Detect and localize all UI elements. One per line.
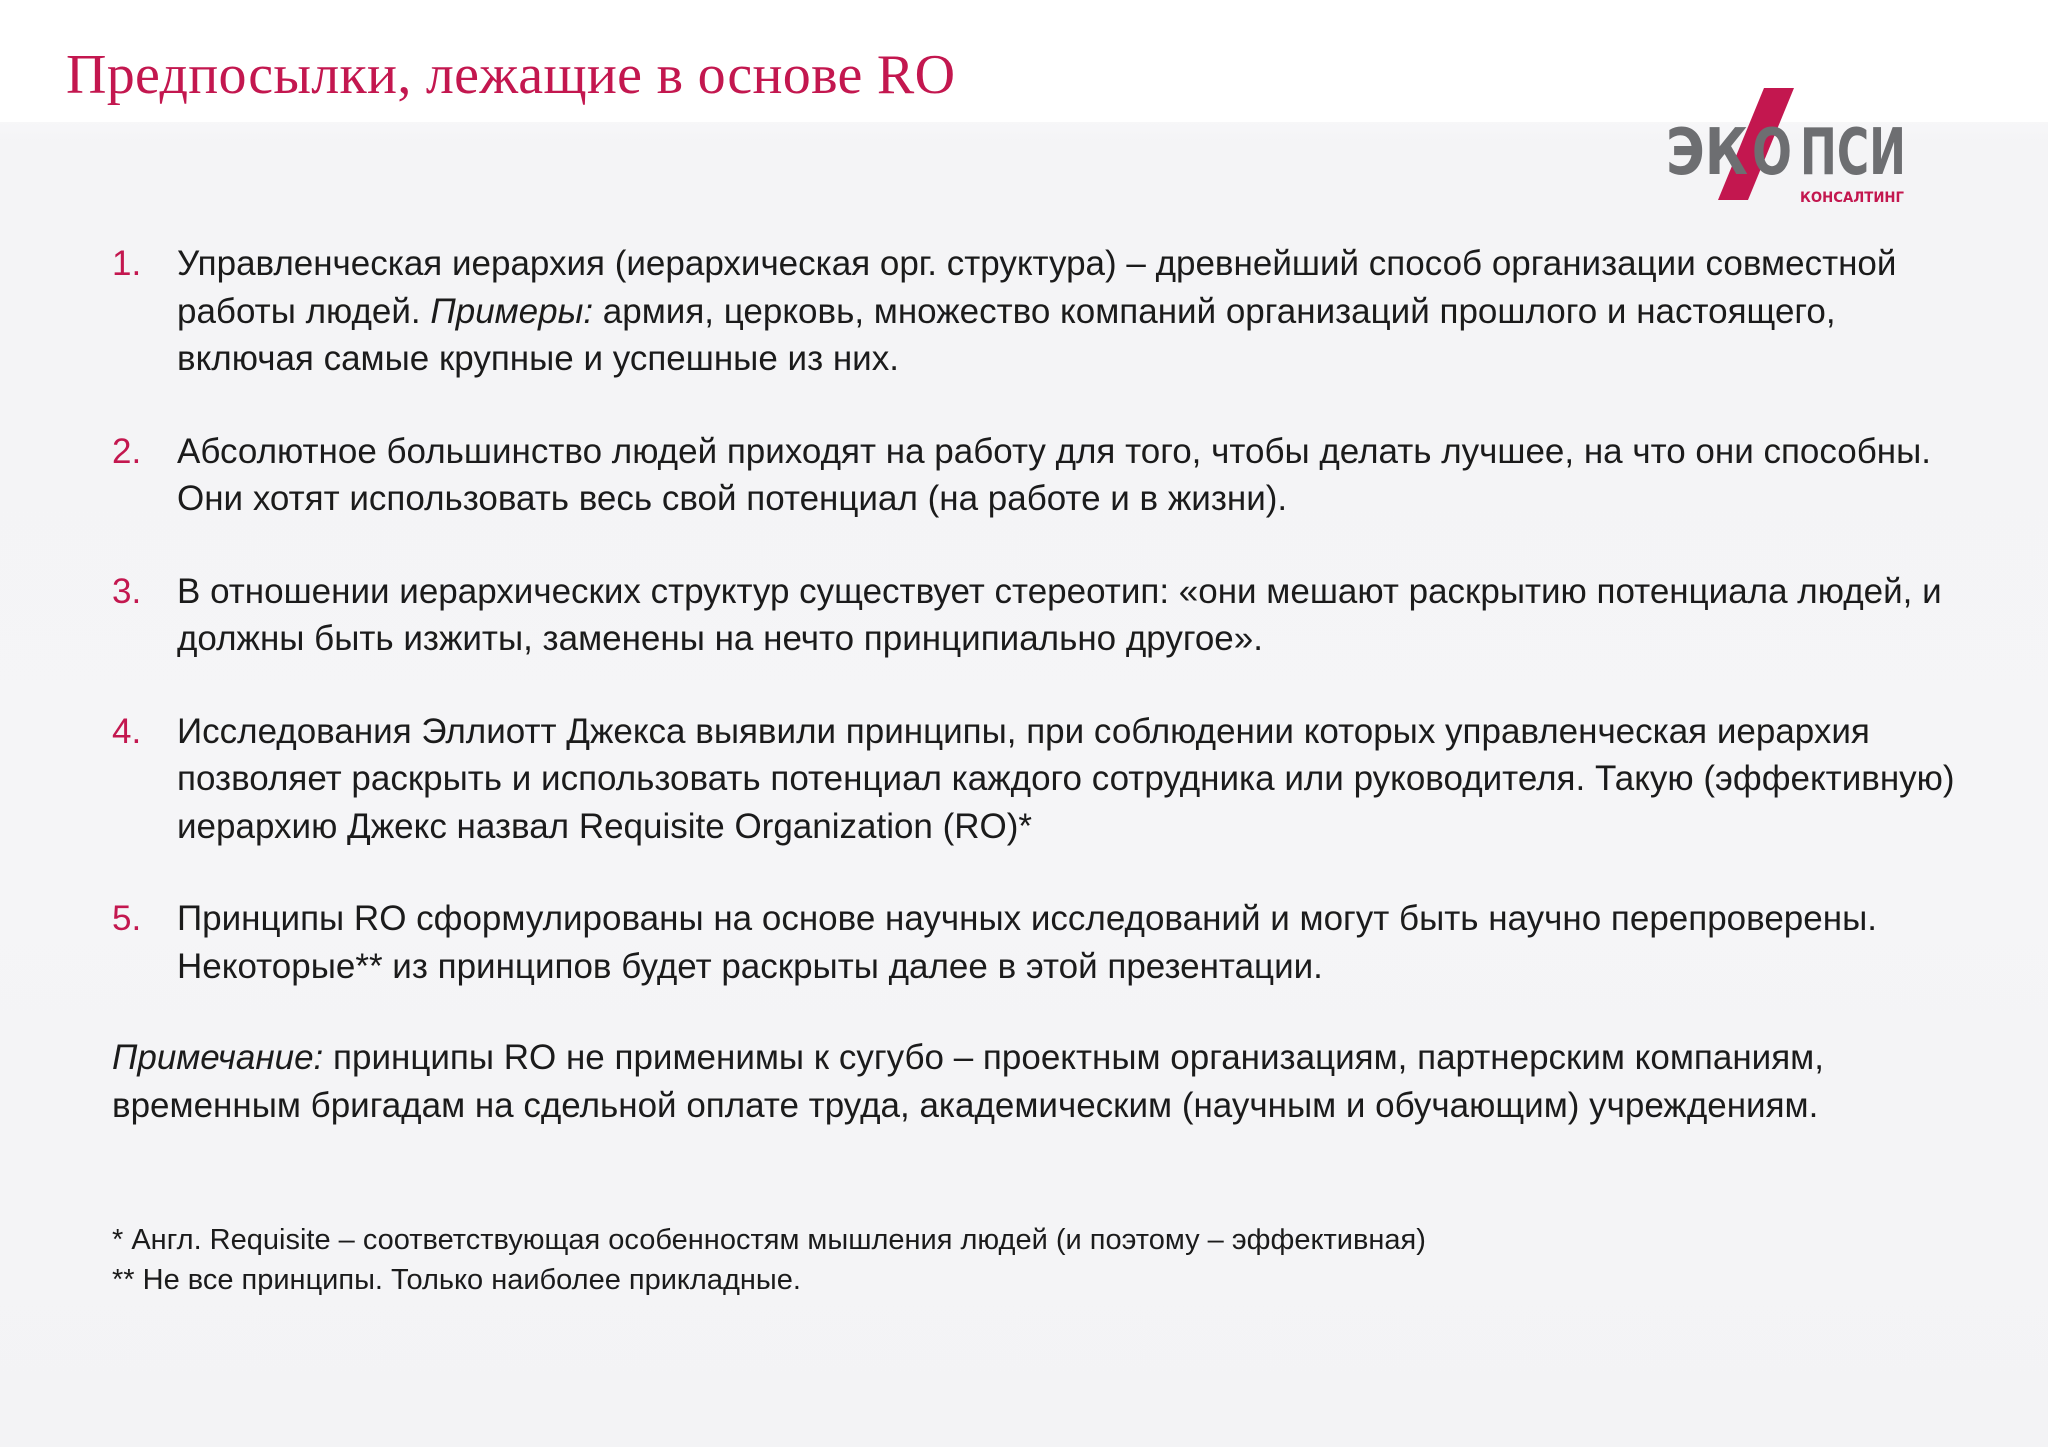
item-text-part: В отношении иерархических структур существует стереотип: «они мешают раскрытию потенциала людей, и должны быть изжиты, заменены на нечто принципиально другое». [177,571,1942,658]
item-text [177,428,1972,523]
item-text-part: Исследования Эллиотт Джекса выявили принципы, при соблюдении которых управленческая иерархия позволяет раскрыть и использовать потенциал каждого сотрудника или руководителя. Такую (эффективную) иерархию Джекс назвал Requisite Organization (RO)* [177,711,1955,846]
item-text-part: Абсолютное большинство людей приходят на работу для того, чтобы делать лучшее, на что они способны. Они хотят использовать весь свой потенциал (на работе и в жизни). [177,431,1932,518]
item-text-part: Управленческая иерархия (иерархическая орг. структура) – древнейший способ организации совместной работы людей. [177,244,1897,331]
note-paragraph [112,1034,1912,1129]
list-item [112,568,1972,663]
item-number: 2. [112,431,142,471]
ecopsy-logo [1660,88,1920,210]
item-text [177,568,1972,663]
list-item [112,895,1972,990]
item-text [177,240,1972,383]
item-text [177,708,1972,851]
list-item [112,708,1972,851]
item-number: 4. [112,711,142,751]
item-text-part: Принципы RO сформулированы на основе научных исследований и могут быть научно перепроверены. Некоторые** из принципов будет раскрыты далее в этой презентации. [177,899,1877,986]
item-number: 1. [112,244,142,283]
logo-letters-left: ЭК [1666,116,1748,190]
item-text [177,895,1972,990]
footnote-2: ** Не все принципы. Только наиболее прикладные. [112,1264,801,1296]
item-text-part: армия, церковь, множество компаний организаций прошлого и настоящего, включая самые крупные и успешные из них. [177,291,1836,378]
item-number: 5. [112,899,142,938]
logo-subtitle: КОНСАЛТИНГ [1800,190,1905,206]
list-item [112,428,1972,523]
item-number: 3. [112,571,142,611]
premises-list [112,240,1972,1035]
logo-letter-mid: О [1752,116,1792,190]
page-title: Предпосылки, лежащие в основе RO [66,44,956,106]
item-emphasis: Примеры: [430,291,594,331]
logo-letters-right: ПСИ [1800,116,1906,190]
list-item [112,240,1972,383]
note-text: принципы RO не применимы к сугубо – проектным организациям, партнерским компаниям, временным бригадам на сдельной оплате труда, академическим (научным и обучающим) учреждениям. [112,1038,1824,1125]
footnote-1: * Англ. Requisite – соответствующая особенностям мышления людей (и поэтому – эффективная) [112,1224,1426,1256]
note-label: Примечание: [112,1038,324,1077]
footnotes [112,1220,1426,1300]
